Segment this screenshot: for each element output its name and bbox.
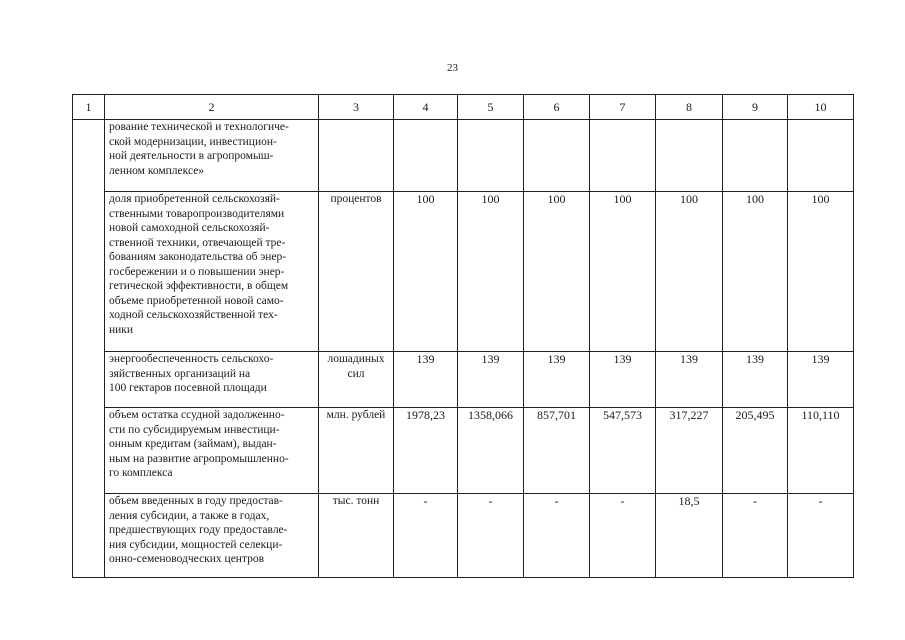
value-cell: 139 (458, 352, 524, 408)
column-header: 3 (319, 95, 394, 120)
unit-cell: тыс. тонн (319, 494, 394, 578)
indicator-name: доля приобретенной сельскохозяй- ственными товаропроизводителями новой самоходной сельскохозяй- ственной техники, отвечающей тре- бованиям законодательства об энер- госбережении и о повышении энер- гетической эффективности, в общем объеме приобретенной новой само- ходной сельскохозяйственной тех- ники (105, 192, 319, 352)
unit-cell: процентов (319, 192, 394, 352)
value-cell: 110,110 (788, 408, 854, 494)
table-row (73, 408, 854, 494)
row-number-cell (73, 120, 105, 578)
value-cell: - (524, 494, 590, 578)
value-cell: - (590, 494, 656, 578)
column-header: 7 (590, 95, 656, 120)
table-row (73, 120, 854, 192)
value-cell (590, 120, 656, 192)
value-cell (524, 120, 590, 192)
column-header: 8 (656, 95, 723, 120)
value-cell: 139 (723, 352, 788, 408)
indicator-name: рование технической и технологиче- ской модернизации, инвестицион- ной деятельности в агропромыш- ленном комплексе» (105, 120, 319, 192)
value-cell: 317,227 (656, 408, 723, 494)
column-header: 1 (73, 95, 105, 120)
table-row (73, 494, 854, 578)
unit-cell (319, 120, 394, 192)
value-cell: 1358,066 (458, 408, 524, 494)
table-row (73, 352, 854, 408)
value-cell: 139 (788, 352, 854, 408)
column-header: 5 (458, 95, 524, 120)
value-cell (394, 120, 458, 192)
value-cell: - (458, 494, 524, 578)
column-header: 2 (105, 95, 319, 120)
value-cell (788, 120, 854, 192)
value-cell (458, 120, 524, 192)
indicator-name: энергообеспеченность сельскохо- зяйственных организаций на 100 гектаров посевной площади (105, 352, 319, 408)
value-cell: 139 (394, 352, 458, 408)
value-cell: 205,495 (723, 408, 788, 494)
value-cell: - (394, 494, 458, 578)
column-header: 4 (394, 95, 458, 120)
header-row (73, 95, 854, 120)
indicators-table (72, 94, 854, 578)
value-cell: 100 (788, 192, 854, 352)
value-cell (723, 120, 788, 192)
value-cell: 100 (590, 192, 656, 352)
value-cell: 100 (723, 192, 788, 352)
unit-cell: лошадиных сил (319, 352, 394, 408)
value-cell: 547,573 (590, 408, 656, 494)
value-cell: 139 (524, 352, 590, 408)
column-header: 6 (524, 95, 590, 120)
value-cell: 100 (656, 192, 723, 352)
value-cell: 100 (524, 192, 590, 352)
value-cell: 139 (590, 352, 656, 408)
indicator-name: объем введенных в году предостав- ления субсидии, а также в годах, предшествующих году предоставле- ния субсидии, мощностей селекци- онно-семеноводческих центров (105, 494, 319, 578)
value-cell: 857,701 (524, 408, 590, 494)
value-cell: 100 (394, 192, 458, 352)
column-header: 10 (788, 95, 854, 120)
page-number: 23 (447, 62, 458, 74)
table-row (73, 192, 854, 352)
indicator-name: объем остатка ссудной задолженно- сти по субсидируемым инвестици- онным кредитам (займам), выдан- ным на развитие агропромышленно- го комплекса (105, 408, 319, 494)
value-cell: 1978,23 (394, 408, 458, 494)
column-header: 9 (723, 95, 788, 120)
value-cell: 100 (458, 192, 524, 352)
value-cell: - (723, 494, 788, 578)
value-cell: - (788, 494, 854, 578)
value-cell (656, 120, 723, 192)
value-cell: 139 (656, 352, 723, 408)
value-cell: 18,5 (656, 494, 723, 578)
unit-cell: млн. рублей (319, 408, 394, 494)
